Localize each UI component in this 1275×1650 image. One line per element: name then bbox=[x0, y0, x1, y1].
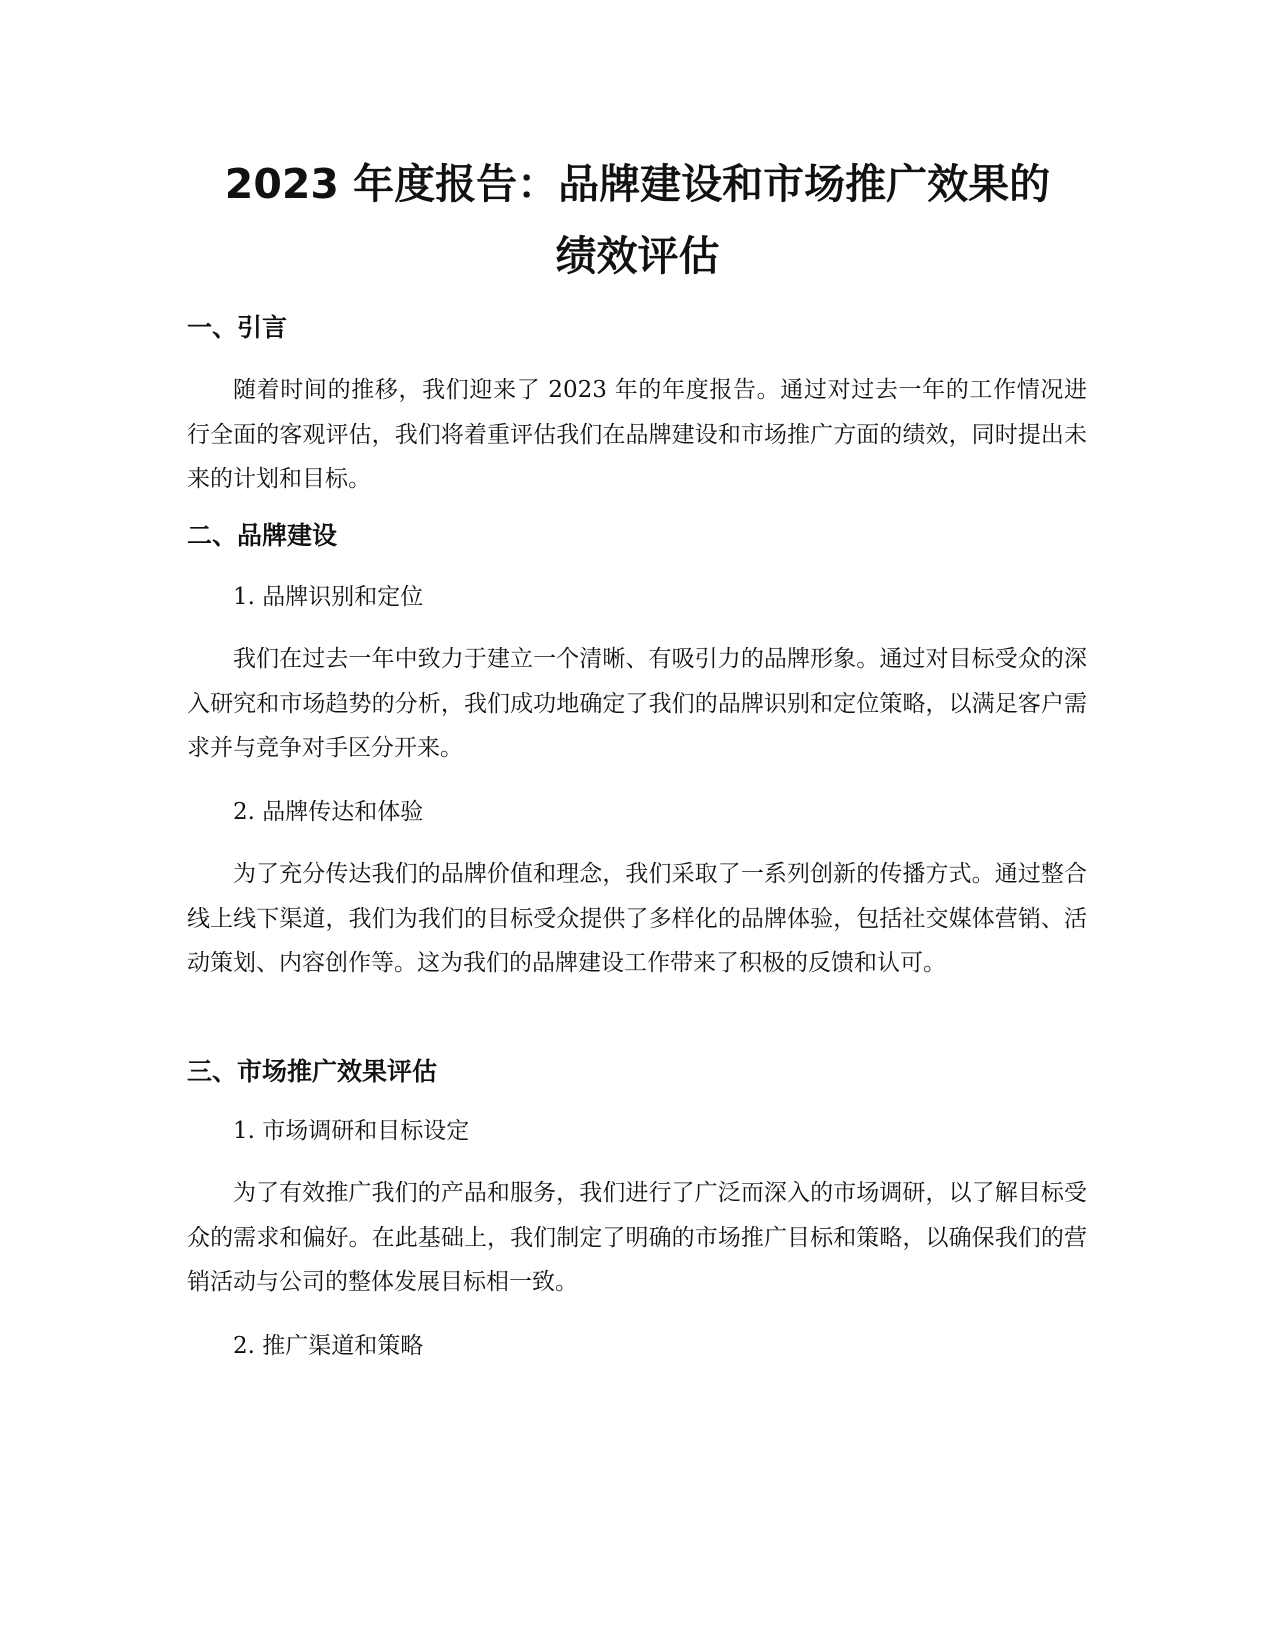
subheading-brand-communication: 2. 品牌传达和体验 bbox=[233, 799, 424, 825]
paragraph-market-research: 为了有效推广我们的产品和服务，我们进行了广泛而深入的市场调研，以了解目标受众的需求和偏好。在此基础上，我们制定了明确的市场推广目标和策略，以确保我们的营销活动与公司的整体发展目标相一致。 bbox=[187, 1180, 1087, 1295]
paragraph-brand-identity: 我们在过去一年中致力于建立一个清晰、有吸引力的品牌形象。通过对目标受众的深入研究和市场趋势的分析，我们成功地确定了我们的品牌识别和定位策略，以满足客户需求并与竞争对手区分开来。 bbox=[187, 646, 1087, 761]
paragraph-introduction: 随着时间的推移，我们迎来了 2023 年的年度报告。通过对过去一年的工作情况进行全面的客观评估，我们将着重评估我们在品牌建设和市场推广方面的绩效，同时提出未来的计划和目标。 bbox=[187, 377, 1087, 492]
section-heading-brand-building: 二、品牌建设 bbox=[187, 521, 338, 550]
document-title-line-1: 2023 年度报告：品牌建设和市场推广效果的 bbox=[224, 160, 1051, 208]
subheading-brand-identity: 1. 品牌识别和定位 bbox=[233, 584, 424, 610]
subheading-promotion-channels: 2. 推广渠道和策略 bbox=[233, 1333, 424, 1359]
section-heading-marketing-evaluation: 三、市场推广效果评估 bbox=[187, 1057, 438, 1086]
document-title bbox=[150, 148, 1125, 292]
subheading-market-research: 1. 市场调研和目标设定 bbox=[233, 1118, 470, 1144]
section-heading-introduction: 一、引言 bbox=[187, 313, 288, 342]
paragraph-brand-communication: 为了充分传达我们的品牌价值和理念，我们采取了一系列创新的传播方式。通过整合线上线下渠道，我们为我们的目标受众提供了多样化的品牌体验，包括社交媒体营销、活动策划、内容创作等。这为我们的品牌建设工作带来了积极的反馈和认可。 bbox=[187, 861, 1087, 976]
document-title-line-2: 绩效评估 bbox=[555, 232, 720, 280]
